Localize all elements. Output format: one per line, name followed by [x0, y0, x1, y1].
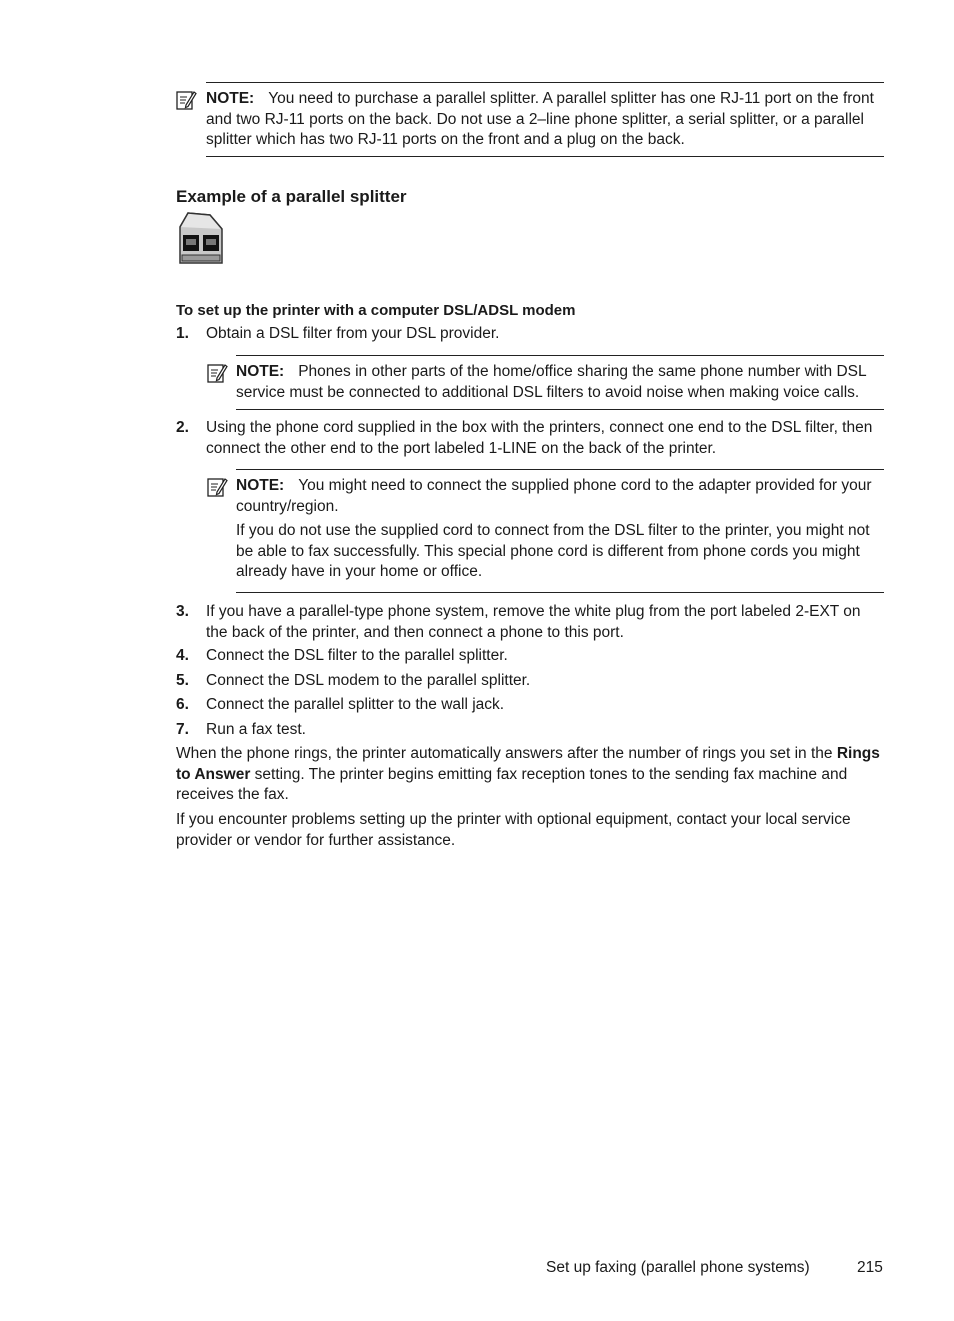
note3-bottom-rule [236, 592, 884, 593]
step-text: Connect the DSL filter to the parallel splitter. [206, 647, 508, 664]
note1-body [206, 89, 886, 151]
note3-label: NOTE: [236, 477, 285, 494]
paragraph-rings-to-answer [176, 744, 886, 806]
paragraph-assistance: If you encounter problems setting up the printer with optional equipment, contact your local service provider or vendor for further assistance. [176, 811, 851, 849]
note2-bottom-rule [236, 409, 884, 410]
note3-body [236, 476, 888, 517]
note1-text: You need to purchase a parallel splitter. A parallel splitter has one RJ-11 port on the front and two RJ-11 ports on the back. Do not use a 2–line phone splitter, a serial splitter, or a parallel splitter which has two RJ-11 ports on the front and a plug on the back. [206, 90, 874, 148]
note3-text: You might need to connect the supplied phone cord to the adapter provided for your country/region. [236, 477, 872, 515]
note3-top-rule [236, 469, 884, 470]
step-number: 2. [176, 419, 189, 436]
note2-text: Phones in other parts of the home/office sharing the same phone number with DSL service must be connected to additional DSL filters to avoid noise when making voice calls. [236, 363, 867, 401]
para1-post: setting. The printer begins emitting fax reception tones to the sending fax machine and receives the fax. [176, 765, 848, 803]
rings-to-answer-term: Rings to Answer [176, 745, 880, 783]
step-text: Run a fax test. [206, 721, 306, 738]
step-text: Connect the DSL modem to the parallel splitter. [206, 672, 531, 689]
note2-label: NOTE: [236, 363, 285, 380]
footer-section-title: Set up faxing (parallel phone systems) [546, 1259, 810, 1276]
para1-pre: When the phone rings, the printer automatically answers after the number of rings you set in the [176, 745, 833, 762]
step-text: Connect the parallel splitter to the wall jack. [206, 696, 505, 713]
step-number: 6. [176, 696, 189, 713]
step-number: 5. [176, 672, 189, 689]
page-number: 215 [857, 1259, 883, 1276]
procedure-title: To set up the printer with a computer DSL/ADSL modem [176, 302, 576, 319]
step-text: If you have a parallel-type phone system, remove the white plug from the port labeled 2-EXT on the back of the printer, and then connect a phone to this port. [206, 603, 861, 641]
note1-label: NOTE: [206, 90, 255, 107]
example-heading: Example of a parallel splitter [176, 187, 407, 206]
step-number: 3. [176, 603, 189, 620]
note-icon [175, 89, 197, 111]
step-number: 7. [176, 721, 189, 738]
step-text: Using the phone cord supplied in the box with the printers, connect one end to the DSL filter, then connect the other end to the port labeled 1-LINE on the back of the printer. [206, 419, 873, 457]
step-number: 1. [176, 325, 189, 342]
note1-top-rule [206, 82, 884, 83]
note2-body [236, 362, 888, 403]
note-icon [206, 362, 228, 384]
step-text: Obtain a DSL filter from your DSL provider. [206, 325, 500, 342]
parallel-splitter-icon [176, 209, 226, 267]
step-number: 4. [176, 647, 189, 664]
note1-bottom-rule [206, 156, 884, 157]
note3-text2: If you do not use the supplied cord to connect from the DSL filter to the printer, you might not be able to fax successfully. This special phone cord is different from phone cords you might already have in your home or office. [236, 522, 870, 580]
note-icon [206, 476, 228, 498]
note2-top-rule [236, 355, 884, 356]
